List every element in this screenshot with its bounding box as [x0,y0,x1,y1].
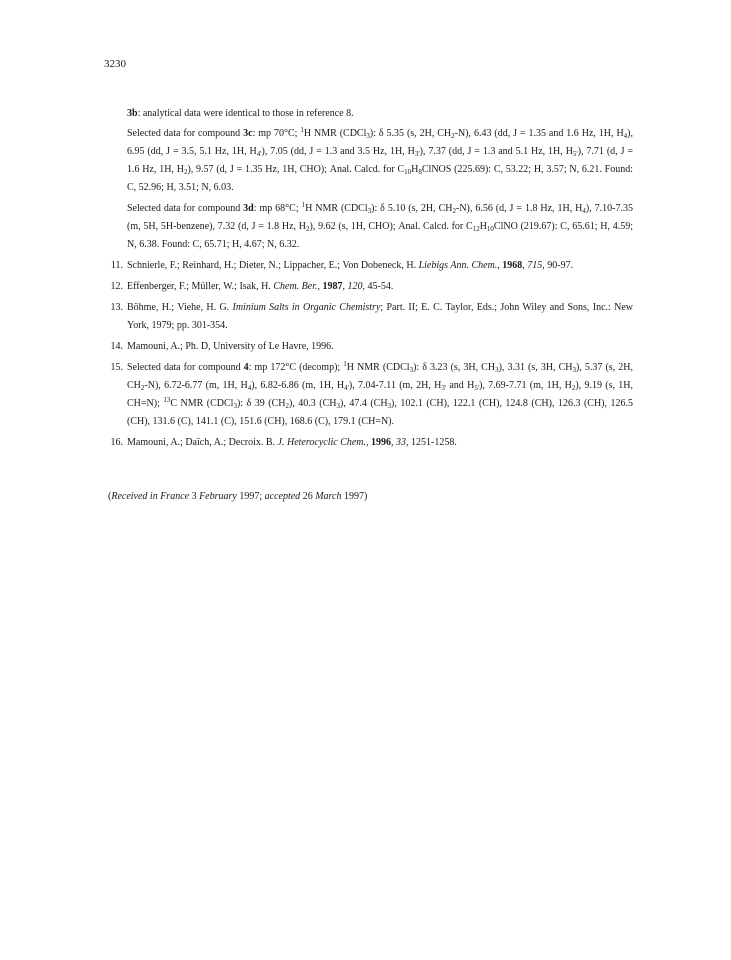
reference-number: 15. [110,362,123,373]
accepted-month: March [315,491,342,502]
subscript: 3 [409,366,414,374]
subscript: 3 [233,402,237,410]
superscript: 1 [301,201,306,209]
note-text: ): δ 5.10 (s, 2H, CH [371,203,453,214]
subscript: 3 [366,132,370,140]
note-3c [106,125,633,197]
accepted-label: accepted [264,491,301,502]
reference-number: 11. [110,260,123,271]
subscript: 3 [572,366,577,374]
superscript: 13 [163,396,171,404]
subscript: 2 [140,384,145,392]
subscript: 3' [414,150,420,158]
compound-label: 3c [243,128,253,139]
note-text: and H [446,380,475,391]
reference-pages: , 45-54. [362,281,394,292]
subscript: 5' [572,150,578,158]
note-3b [106,105,633,123]
received-label: Received in France [111,491,190,502]
note-text: : mp 70°C; [252,128,301,139]
subscript: 3 [367,207,372,215]
note-text: Selected data for compound [127,362,244,373]
separator: , [317,281,323,292]
reference-year: 1968 [502,260,523,271]
note-3d [106,200,633,254]
reference-authors: Böhme, H.; Viehe, H. G. [127,302,233,313]
subscript: 2 [285,402,289,410]
subscript: 12 [472,225,480,233]
note-text: ), 7.71 (d, J = 1.6 Hz, 1H, H [127,146,634,175]
reference-15 [106,359,633,431]
reference-pages: , 90-97. [542,260,574,271]
note-text: : mp 172°C (decomp); [248,362,344,373]
subscript: 8 [418,168,422,176]
subscript: 5' [474,384,480,392]
reference-volume: 120 [347,281,363,292]
reference-pages: , 1251-1258. [406,437,457,448]
reference-volume: 33 [396,437,407,448]
reference-details: ; Part. II; E. C. Taylor, Eds.; John Wiley and Sons, Inc.: New York, 1979; pp. 301-354. [127,302,633,331]
separator: , [522,260,528,271]
subscript: 2 [452,207,456,215]
reference-journal: Liebigs Ann. Chem. [418,260,498,271]
note-text: H NMR (CDCl [346,362,410,373]
page-number: 3230 [104,58,126,70]
note-text: -N), 6.43 (dd, J = 1.35 and 1.6 Hz, 1H, H [454,128,624,139]
subscript: 4 [582,207,586,215]
accepted-year: 1997) [341,491,368,502]
note-text: ), 6.82-6.86 (m, 1H, H [251,380,345,391]
subscript: 10 [486,225,494,233]
subscript: 10 [404,168,412,176]
reference-authors: Mamouni, A.; Daïch, A.; Decroix. B. [127,437,278,448]
received-date: 3 [189,491,200,502]
note-text: ), 7.37 (dd, J = 1.3 and 5.1 Hz, 1H, H [419,146,573,157]
reference-year: 1987 [322,281,343,292]
reference-14 [106,338,633,356]
notes-section [106,105,633,455]
reference-journal: Chem. Ber. [273,281,318,292]
subscript: 2 [451,132,455,140]
note-text: ): δ 3.23 (s, 3H, CH [413,362,496,373]
reference-journal: J. Heterocyclic Chem. [277,437,367,448]
separator: , [391,437,397,448]
note-text: ), 3.31 (s, 3H, CH [498,362,573,373]
note-text: : mp 68°C; [253,203,302,214]
received-month: February [199,491,237,502]
received-year: 1997; [236,491,265,502]
note-text: ), 7.10-7.35 (m, 5H, 5H-benzene), 7.32 (d, J = 1.8 Hz, H [127,203,633,232]
punctuation: ( [108,491,112,502]
separator: , [366,437,372,448]
subscript: 4 [623,132,628,140]
reference-12 [106,278,633,296]
note-text: ), 102.1 (CH), 122.1 (CH), 124.8 (CH), 126.3 (CH), 126.5 (CH), 131.6 (C), 141.1 (C), 151.6 (CH), 168.6 (C), 179.1 (CH=N). [127,398,633,427]
reference-number: 14. [110,341,123,352]
note-text: Selected data for compound [127,128,244,139]
reference-number: 13. [110,302,123,313]
reference-authors: Schnierle, F.; Reinhard, H.; Dieter, N.; Lippacher, E.; Von Dobeneck, H. [127,260,419,271]
subscript: 3 [336,402,341,410]
subscript: 4' [256,150,262,158]
note-text: ), 7.69-7.71 (m, 1H, H [479,380,572,391]
reference-13 [106,299,633,335]
reference-number: 12. [110,281,123,292]
received-accepted-line [108,491,367,502]
note-text: ClNO (219.67): C, 65.61; H, 4.59; N, 6.38. Found: C, 65.71; H, 4.67; N, 6.32. [127,221,633,250]
note-text: ): δ 5.35 (s, 2H, CH [369,128,452,139]
reference-11 [106,257,633,275]
note-text: C NMR (CDCl [170,398,234,409]
compound-label: 3d [243,203,254,214]
note-text: H NMR (CDCl [305,203,368,214]
separator: , [342,281,348,292]
note-text: Selected data for compound [127,203,244,214]
subscript: 4 [247,384,252,392]
reference-book-title: Iminium Salts in Organic Chemistry [232,302,381,313]
reference-volume: 715 [527,260,543,271]
note-text: -N), 6.72-6.77 (m, 1H, H [144,380,248,391]
subscript: 2 [571,384,576,392]
note-text: ClNOS (225.69): C, 53.22; H, 3.57; N, 6.21. Found: C, 52.96; H, 3.51; N, 6.03. [127,164,634,193]
note-text: ), 40.3 (CH [288,398,337,409]
subscript: 3' [441,384,447,392]
superscript: 1 [343,360,347,368]
note-text: -N), 6.56 (d, J = 1.8 Hz, 1H, H [456,203,583,214]
subscript: 4' [344,384,349,392]
note-text: ), 6.95 (dd, J = 3.5, 5.1 Hz, 1H, H [127,128,634,157]
note-text: ), 7.05 (dd, J = 1.3 and 3.5 Hz, 1H, H [261,146,415,157]
note-text: ): δ 39 (CH [236,398,286,409]
reference-text: Mamouni, A.; Ph. D, University of Le Havre, 1996. [127,341,334,352]
note-text: : analytical data were identical to those in reference 8. [137,108,354,119]
reference-16 [106,434,633,452]
accepted-date: 26 [300,491,316,502]
reference-authors: Effenberger, F.; Müller, W.; Isak, H. [127,281,274,292]
note-text: ), 5.37 (s, 2H, CH [127,362,633,391]
subscript: 3 [495,366,499,374]
subscript: 3 [387,402,392,410]
compound-label: 3b [127,108,138,119]
reference-year: 1996 [371,437,392,448]
note-text: ), 9.57 (d, J = 1.35 Hz, 1H, CHO); Anal. Calcd. for C [187,164,405,175]
reference-number: 16. [110,437,123,448]
note-text: ), 47.4 (CH [340,398,388,409]
separator: , [497,260,503,271]
superscript: 1 [300,126,304,134]
note-text: H [479,221,487,232]
compound-label: 4 [243,362,249,373]
subscript: 2 [306,225,310,233]
note-text: ), 9.62 (s, 1H, CHO); Anal. Calcd. for C [309,221,473,232]
note-text: ), 7.04-7.11 (m, 2H, H [348,380,442,391]
note-text: ), 9.19 (s, 1H, CH=N); [127,380,634,409]
note-text: H NMR (CDCl [303,128,367,139]
note-text: H [411,164,419,175]
subscript: 2 [183,168,188,176]
